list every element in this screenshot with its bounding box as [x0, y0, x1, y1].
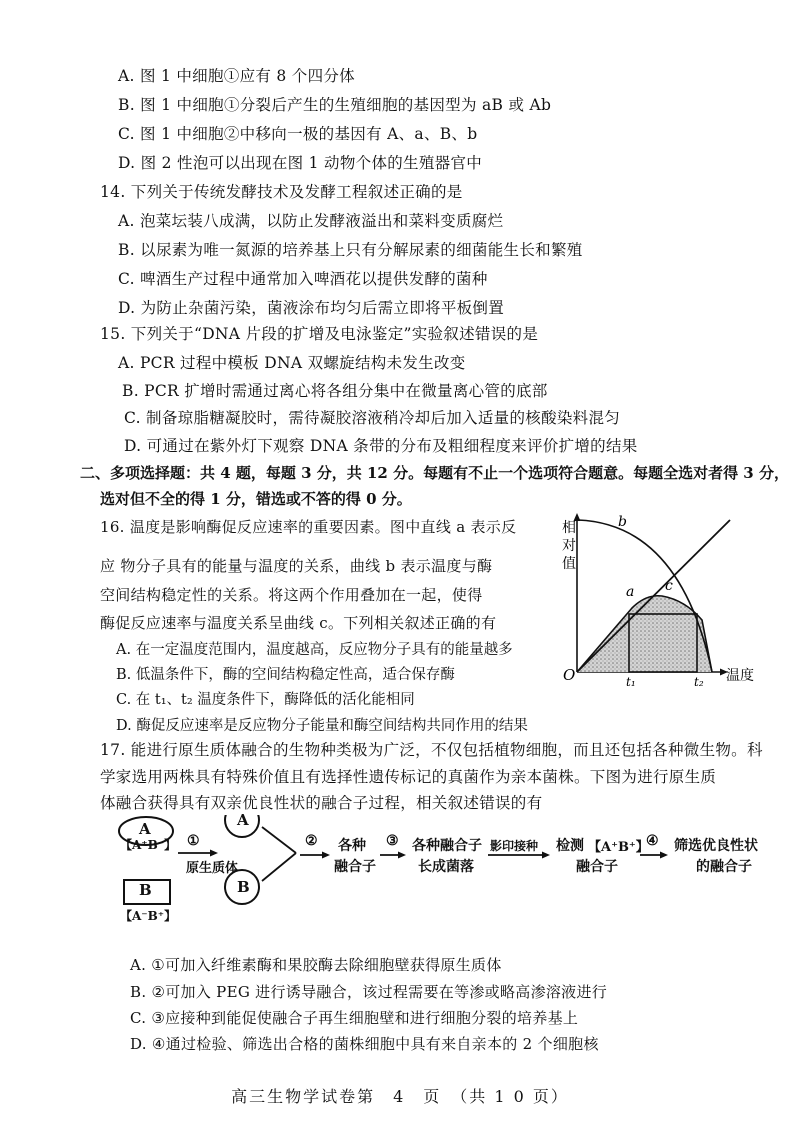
q16-stem-2: 应 物分子具有的能量与温度的关系，曲线 b 表示温度与酶 [100, 557, 493, 575]
arrow-step-3-head [398, 852, 406, 859]
t2-label: t₂ [694, 675, 704, 689]
replica-plating-label: 影印接种 [490, 839, 539, 853]
q17-stem-1: 17. 能进行原生质体融合的生物种类极为广泛，不仅包括植物细胞，而且还包括各种微生物。科 [100, 741, 763, 759]
strain-b-marker: 【A⁻B⁺】 [120, 909, 177, 923]
q14-option-a: A. 泡菜坛装八成满，以防止发酵液溢出和菜料变质腐烂 [118, 212, 504, 230]
q17-option-d: D. ④通过检验、筛选出合格的菌株细胞中具有来自亲本的 2 个细胞核 [130, 1035, 599, 1053]
select-line-2: 的融合子 [696, 859, 752, 875]
q17-stem-3: 体融合获得具有双亲优良性状的融合子过程，相关叙述错误的有 [100, 794, 543, 812]
protoplast-label: 原生质体 [186, 861, 239, 876]
step-3-label: ③ [386, 833, 399, 849]
arrow-step-4-head [660, 852, 668, 859]
ylabel-char-3: 值 [562, 556, 576, 572]
q13-option-b: B. 图 1 中细胞①分裂后产生的生殖细胞的基因型为 aB 或 Ab [118, 96, 552, 114]
q16-option-c: C. 在 t₁、t₂ 温度条件下，酶降低的活化能相同 [116, 692, 415, 708]
q16-option-a: A. 在一定温度范围内，温度越高，反应物分子具有的能量越多 [116, 642, 513, 658]
label-a: a [626, 584, 635, 600]
converge-line-top [262, 827, 296, 853]
q15-option-c: C. 制备琼脂糖凝胶时，需待凝胶溶液稍冷却后加入适量的核酸染料混匀 [124, 409, 621, 427]
q17-option-b: B. ②可加入 PEG 进行诱导融合，该过程需要在等渗或略高渗溶液进行 [130, 983, 608, 1001]
q14-stem: 14. 下列关于传统发酵技术及发酵工程叙述正确的是 [100, 183, 463, 201]
origin-label: O [563, 666, 576, 684]
arrow-step-2-head [322, 852, 330, 859]
ylabel-char-1: 相 [562, 520, 576, 536]
q16-option-b: B. 低温条件下，酶的空间结构稳定性高，适合保存酶 [116, 667, 455, 683]
select-line-1: 筛选优良性状 [674, 838, 758, 854]
t1-label: t₁ [626, 675, 636, 689]
q15-option-d: D. 可通过在紫外灯下观察 DNA 条带的分布及粗细程度来评价扩增的结果 [124, 437, 638, 455]
q16-option-d: D. 酶促反应速率是反应物分子能量和酶空间结构共同作用的结果 [116, 718, 528, 734]
label-c: c [665, 578, 673, 594]
strain-a-marker: 【A⁺B⁻】 [120, 838, 177, 852]
arrow-replica-head [542, 852, 550, 859]
q16-stem-4: 酶促反应速率与温度关系呈曲线 c。下列相关叙述正确的有 [100, 614, 497, 632]
q14-option-b: B. 以尿素为唯一氮源的培养基上只有分解尿素的细菌能生长和繁殖 [118, 241, 583, 259]
fusion-line-1: 各种 [338, 838, 366, 854]
page-footer: 高三生物学试卷第 4 页 （共 1 0 页） [231, 1087, 569, 1106]
q17-option-c: C. ③应接种到能促使融合子再生细胞壁和进行细胞分裂的培养基上 [130, 1009, 579, 1027]
q14-option-d: D. 为防止杂菌污染，菌液涂布均匀后需立即将平板倒置 [118, 299, 505, 317]
q14-option-c: C. 啤酒生产过程中通常加入啤酒花以提供发酵的菌种 [118, 270, 488, 288]
q15-option-b: B. PCR 扩增时需通过离心将各组分集中在微量离心管的底部 [122, 382, 548, 400]
step-4-label: ④ [646, 833, 659, 849]
label-b: b [618, 514, 627, 530]
section2-heading: 二、多项选择题：共 4 题，每题 3 分，共 12 分。每题有不止一个选项符合题意。每题全选对者得 3 分， [80, 464, 789, 482]
q13-option-d: D. 图 2 性泡可以出现在图 1 动物个体的生殖器官中 [118, 154, 483, 172]
q13-option-c: C. 图 1 中细胞②中移向一极的基因有 A、a、B、b [118, 125, 478, 143]
step-1-label: ① [187, 833, 200, 849]
q16-stem-1: 16. 温度是影响酶促反应速率的重要因素。图中直线 a 表示反 [100, 518, 517, 536]
detect-line-1: 检测 [556, 838, 584, 854]
strain-b-label: B [139, 881, 152, 899]
colony-line-1: 各种融合子 [412, 838, 482, 854]
detect-marker: 【A⁺B⁺】 [588, 840, 649, 855]
q15-option-a: A. PCR 过程中模板 DNA 双螺旋结构未发生改变 [118, 354, 466, 372]
step-2-label: ② [305, 833, 318, 849]
xlabel: 温度 [726, 668, 754, 684]
q15-stem: 15. 下列关于“DNA 片段的扩增及电泳鉴定”实验叙述错误的是 [100, 325, 539, 343]
converge-line-bottom [262, 853, 296, 881]
arrow-step-1-head [210, 850, 218, 857]
strain-a-label: A [139, 820, 151, 838]
section2-scoring: 选对但不全的得 1 分，错选或不答的得 0 分。 [100, 490, 412, 508]
detect-line-2: 融合子 [576, 859, 618, 875]
q17-option-a: A. ①可加入纤维素酶和果胶酶去除细胞壁获得原生质体 [130, 956, 502, 974]
fusion-line-2: 融合子 [334, 859, 376, 875]
protoplast-a-label: A [237, 811, 249, 829]
q16-temperature-chart [560, 510, 790, 690]
protoplast-b-label: B [237, 878, 250, 896]
colony-line-2: 长成菌落 [418, 859, 474, 875]
ylabel-char-2: 对 [562, 538, 576, 554]
q16-stem-3: 空间结构稳定性的关系。将这两个作用叠加在一起，使得 [100, 586, 483, 604]
q17-stem-2: 学家选用两株具有特殊价值且有选择性遗传标记的真菌作为亲本菌株。下图为进行原生质 [100, 768, 717, 786]
q13-option-a: A. 图 1 中细胞①应有 8 个四分体 [118, 67, 355, 85]
